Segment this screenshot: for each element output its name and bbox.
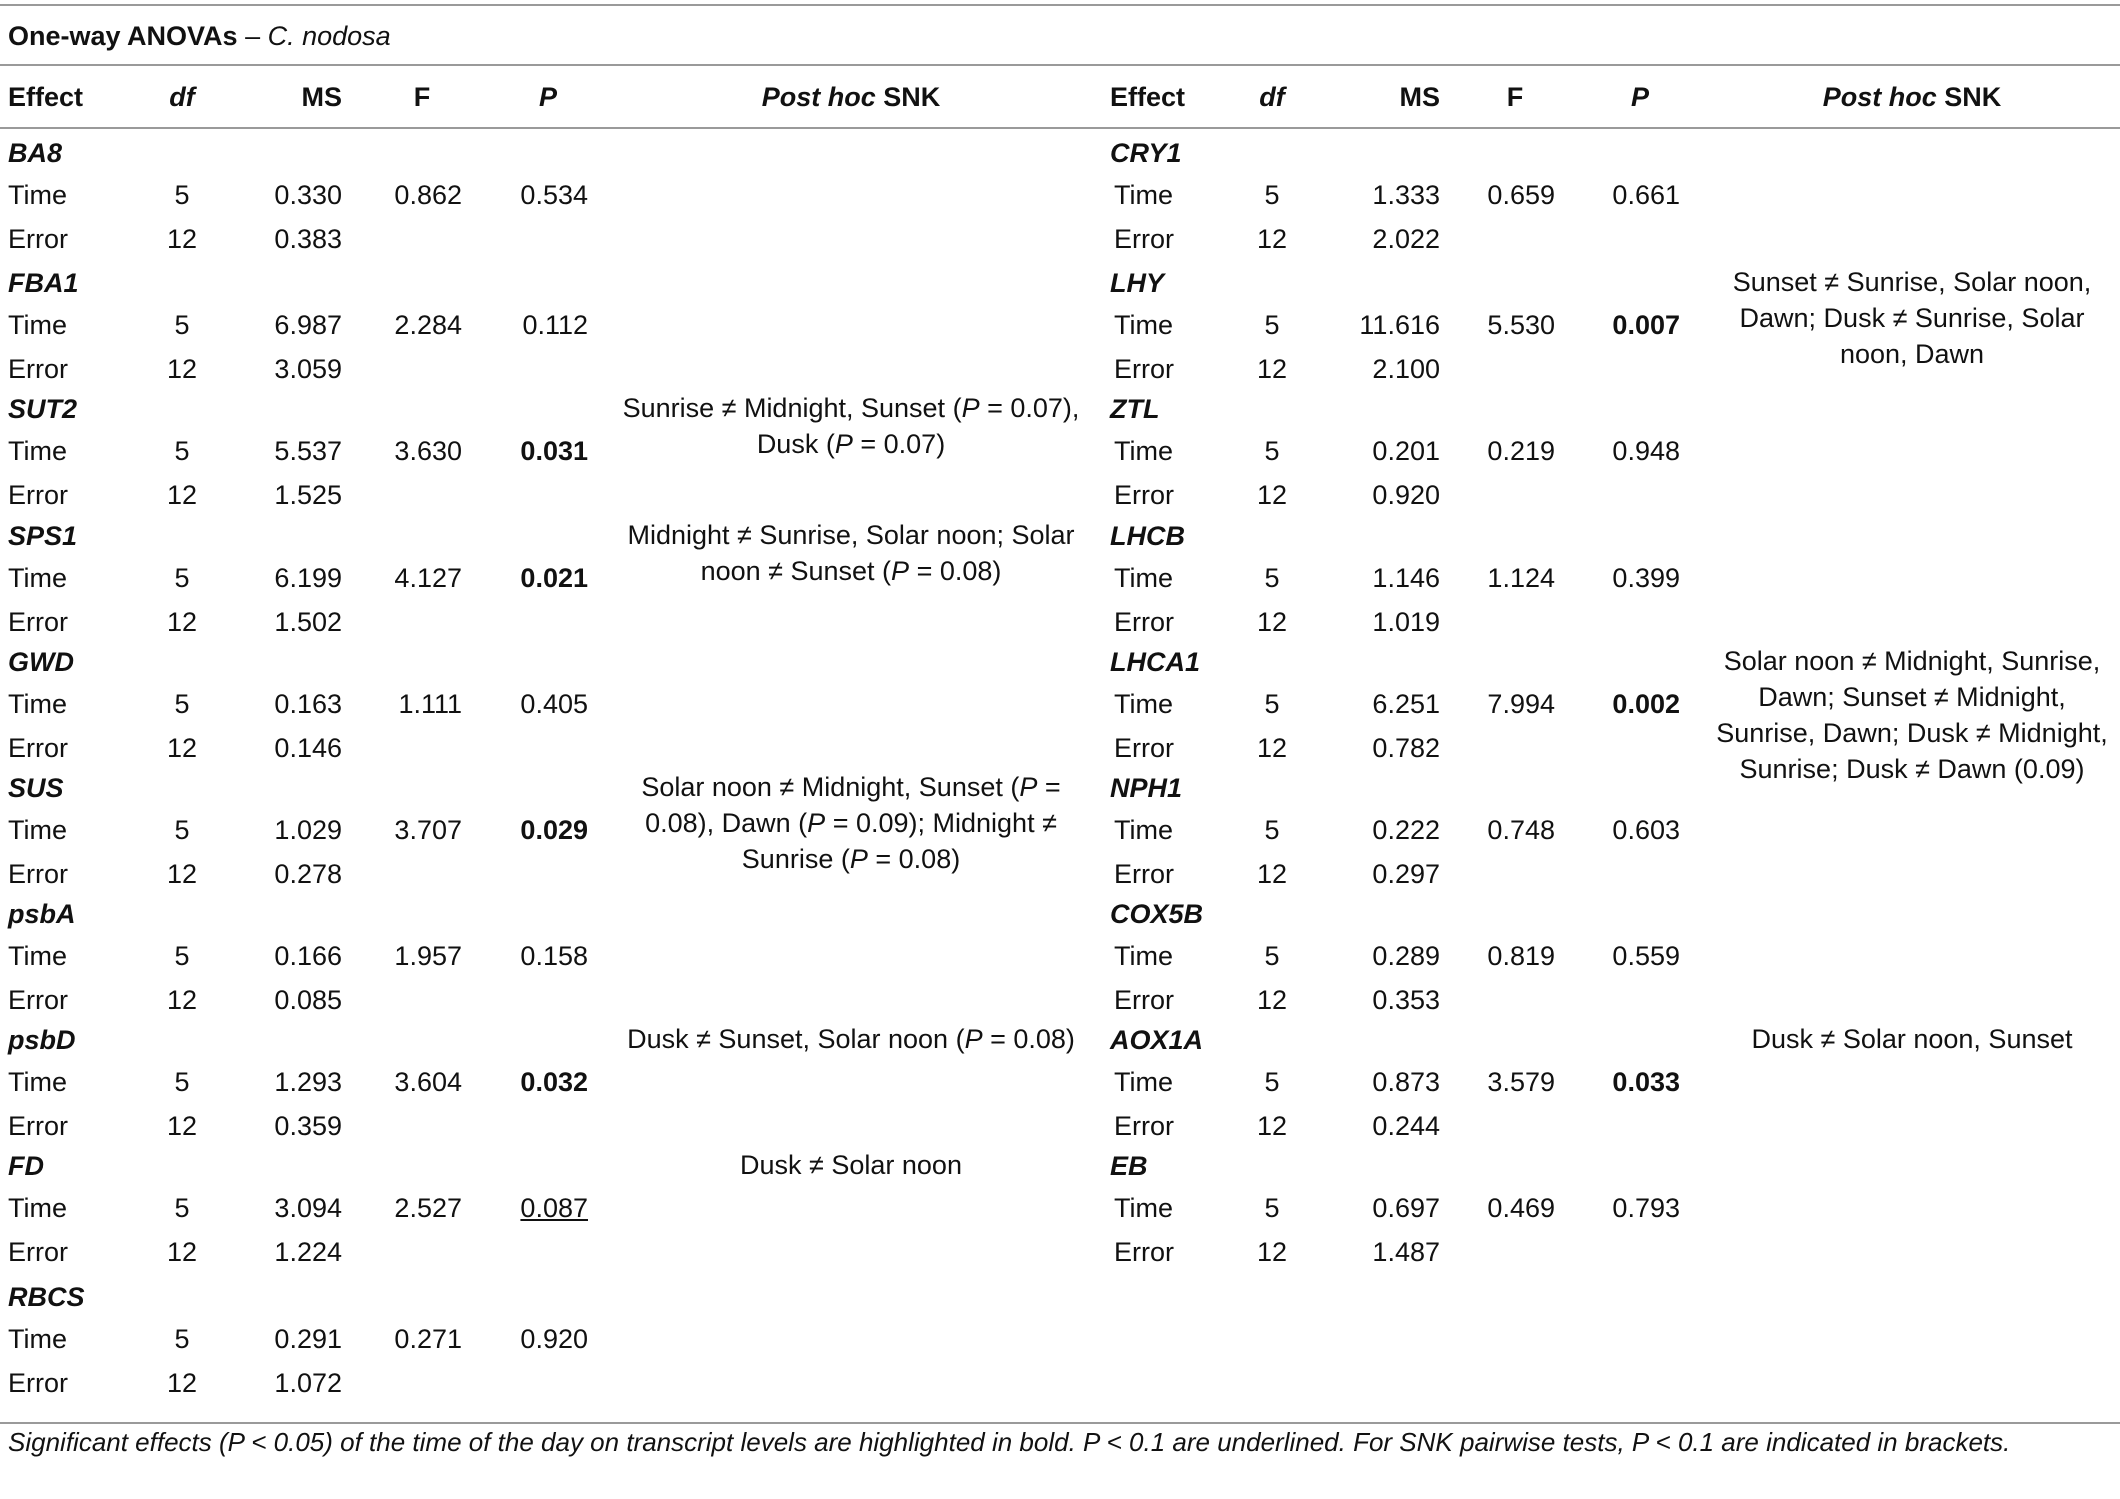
effect-error-label: Error	[8, 607, 68, 637]
post-hoc-snk-result: Solar noon ≠ Midnight, Sunset (P = 0.08), Dawn (P = 0.09); Midnight ≠ Sunrise (P = 0.08)	[641, 772, 1061, 874]
gene-name: LHCB	[1110, 521, 1185, 551]
time-f: 3.707	[394, 815, 462, 845]
time-p-value: 0.032	[520, 1067, 588, 1097]
error-ms: 0.085	[274, 985, 342, 1015]
time-f: 0.862	[394, 180, 462, 210]
post-hoc-snk-result: Dusk ≠ Sunset, Solar noon (P = 0.08)	[627, 1024, 1075, 1054]
time-f: 0.659	[1487, 180, 1555, 210]
header-df: df	[1259, 82, 1285, 112]
time-ms: 0.697	[1372, 1193, 1440, 1223]
effect-time-label: Time	[1114, 180, 1173, 210]
effect-time-label: Time	[1114, 1067, 1173, 1097]
time-f: 7.994	[1487, 689, 1555, 719]
error-df: 12	[166, 985, 198, 1015]
time-ms: 1.146	[1372, 563, 1440, 593]
time-f: 0.219	[1487, 436, 1555, 466]
gene-name: CRY1	[1110, 138, 1182, 168]
error-df: 12	[166, 480, 198, 510]
time-p-value: 0.559	[1612, 941, 1680, 971]
gene-name: FD	[8, 1151, 44, 1181]
time-df: 5	[1264, 180, 1280, 210]
effect-time-label: Time	[8, 563, 67, 593]
effect-error-label: Error	[8, 354, 68, 384]
time-f: 3.604	[394, 1067, 462, 1097]
time-df: 5	[1264, 689, 1280, 719]
header-p: P	[538, 82, 557, 112]
error-ms: 0.920	[1372, 480, 1440, 510]
time-p-value: 0.007	[1612, 310, 1680, 340]
gene-name: SPS1	[8, 521, 78, 551]
time-df: 5	[1264, 310, 1280, 340]
gene-name: LHCA1	[1110, 647, 1201, 677]
header-effect: Effect	[8, 82, 84, 112]
effect-time-label: Time	[8, 689, 67, 719]
effect-time-label: Time	[1114, 563, 1173, 593]
gene-name: EB	[1110, 1151, 1148, 1181]
time-df: 5	[1264, 563, 1280, 593]
error-df: 12	[1256, 733, 1288, 763]
effect-error-label: Error	[8, 1111, 68, 1141]
time-ms: 0.163	[274, 689, 342, 719]
time-ms: 0.289	[1372, 941, 1440, 971]
effect-time-label: Time	[1114, 815, 1173, 845]
time-p-value: 0.534	[520, 180, 588, 210]
time-ms: 0.291	[274, 1324, 342, 1354]
effect-error-label: Error	[1114, 733, 1174, 763]
error-df: 12	[166, 224, 198, 254]
header-ms: MS	[301, 82, 342, 112]
effect-time-label: Time	[8, 941, 67, 971]
time-f: 3.579	[1487, 1067, 1555, 1097]
gene-name: SUT2	[8, 394, 78, 424]
time-df: 5	[1264, 436, 1280, 466]
gene-name: BA8	[8, 138, 63, 168]
time-f: 0.819	[1487, 941, 1555, 971]
time-p-value: 0.793	[1612, 1193, 1680, 1223]
effect-time-label: Time	[1114, 689, 1173, 719]
time-p-value: 0.405	[520, 689, 588, 719]
error-ms: 0.244	[1372, 1111, 1440, 1141]
error-df: 12	[1256, 985, 1288, 1015]
header-post-hoc-snk	[616, 80, 1086, 114]
error-ms: 0.782	[1372, 733, 1440, 763]
time-ms: 0.330	[274, 180, 342, 210]
time-ms: 6.199	[274, 563, 342, 593]
time-ms: 3.094	[274, 1193, 342, 1223]
time-df: 5	[174, 1067, 190, 1097]
time-df: 5	[174, 689, 190, 719]
error-ms: 2.100	[1372, 354, 1440, 384]
time-p-value: 0.033	[1612, 1067, 1680, 1097]
gene-name: ZTL	[1110, 394, 1160, 424]
header-snk-label: SNK	[1936, 82, 2002, 112]
time-p-value: 0.031	[520, 436, 588, 466]
effect-error-label: Error	[8, 1237, 68, 1267]
error-df: 12	[166, 1368, 198, 1398]
header-post-hoc-snk	[1706, 80, 2118, 114]
time-df: 5	[1264, 1193, 1280, 1223]
effect-error-label: Error	[1114, 1237, 1174, 1267]
time-ms: 0.222	[1372, 815, 1440, 845]
time-df: 5	[174, 1324, 190, 1354]
effect-error-label: Error	[8, 480, 68, 510]
error-df: 12	[1256, 859, 1288, 889]
error-ms: 1.019	[1372, 607, 1440, 637]
gene-name: RBCS	[8, 1282, 85, 1312]
effect-error-label: Error	[8, 985, 68, 1015]
error-df: 12	[1256, 1237, 1288, 1267]
error-ms: 2.022	[1372, 224, 1440, 254]
time-f: 3.630	[394, 436, 462, 466]
time-ms: 6.251	[1372, 689, 1440, 719]
error-df: 12	[1256, 224, 1288, 254]
effect-error-label: Error	[1114, 985, 1174, 1015]
effect-time-label: Time	[1114, 310, 1173, 340]
gene-name: psbD	[8, 1025, 76, 1055]
gene-name: FBA1	[8, 268, 79, 298]
time-df: 5	[174, 815, 190, 845]
time-df: 5	[174, 941, 190, 971]
time-df: 5	[1264, 815, 1280, 845]
effect-time-label: Time	[8, 1067, 67, 1097]
time-f: 5.530	[1487, 310, 1555, 340]
time-p-value: 0.603	[1612, 815, 1680, 845]
error-ms: 1.502	[274, 607, 342, 637]
effect-time-label: Time	[1114, 1193, 1173, 1223]
gene-name: LHY	[1110, 268, 1164, 298]
effect-error-label: Error	[8, 224, 68, 254]
gene-name: COX5B	[1110, 899, 1204, 929]
header-effect: Effect	[1110, 82, 1186, 112]
gene-name: psbA	[8, 899, 76, 929]
time-df: 5	[174, 1193, 190, 1223]
time-df: 5	[1264, 1067, 1280, 1097]
time-ms: 11.616	[1359, 310, 1440, 340]
header-f: F	[1506, 82, 1524, 112]
error-ms: 3.059	[274, 354, 342, 384]
time-p-value: 0.087	[520, 1193, 588, 1223]
time-p-value: 0.002	[1612, 689, 1680, 719]
error-ms: 1.072	[274, 1368, 342, 1398]
time-ms: 0.873	[1372, 1067, 1440, 1097]
error-df: 12	[166, 1237, 198, 1267]
time-p-value: 0.158	[520, 941, 588, 971]
time-ms: 1.029	[274, 815, 342, 845]
effect-error-label: Error	[1114, 480, 1174, 510]
gene-name: NPH1	[1110, 773, 1183, 803]
time-f: 0.271	[394, 1324, 462, 1354]
error-ms: 0.383	[274, 224, 342, 254]
time-ms: 1.333	[1372, 180, 1440, 210]
error-df: 12	[166, 607, 198, 637]
time-ms: 5.537	[274, 436, 342, 466]
time-df: 5	[1264, 941, 1280, 971]
title-rule	[0, 64, 2120, 66]
error-ms: 0.353	[1372, 985, 1440, 1015]
time-ms: 0.166	[274, 941, 342, 971]
gene-name: SUS	[8, 773, 64, 803]
effect-time-label: Time	[8, 1324, 67, 1354]
effect-time-label: Time	[8, 815, 67, 845]
error-ms: 0.297	[1372, 859, 1440, 889]
effect-error-label: Error	[1114, 354, 1174, 384]
effect-error-label: Error	[1114, 1111, 1174, 1141]
time-f: 4.127	[394, 563, 462, 593]
time-f: 1.124	[1487, 563, 1555, 593]
time-p-value: 0.920	[520, 1324, 588, 1354]
error-ms: 1.224	[274, 1237, 342, 1267]
effect-error-label: Error	[1114, 224, 1174, 254]
error-df: 12	[1256, 607, 1288, 637]
table-top-rule	[0, 4, 2120, 6]
table-footnote: Significant effects (P < 0.05) of the time of the day on transcript levels are highlighted in bold. P < 0.1 are underlined. For SNK pairwise tests, P < 0.1 are indicated in brackets.	[8, 1427, 2011, 1457]
post-hoc-snk-result: Dusk ≠ Solar noon	[740, 1150, 962, 1180]
time-p-value: 0.948	[1612, 436, 1680, 466]
time-f: 2.527	[394, 1193, 462, 1223]
error-ms: 1.487	[1372, 1237, 1440, 1267]
effect-time-label: Time	[8, 1193, 67, 1223]
error-ms: 0.359	[274, 1111, 342, 1141]
time-p-value: 0.021	[520, 563, 588, 593]
time-df: 5	[174, 563, 190, 593]
time-df: 5	[174, 436, 190, 466]
time-p-value: 0.399	[1612, 563, 1680, 593]
post-hoc-snk-result: Sunset ≠ Sunrise, Solar noon, Dawn; Dusk ≠ Sunrise, Solar noon, Dawn	[1732, 267, 2092, 369]
header-rule	[0, 127, 2120, 129]
time-ms: 0.201	[1372, 436, 1440, 466]
error-ms: 1.525	[274, 480, 342, 510]
header-f: F	[413, 82, 431, 112]
effect-error-label: Error	[1114, 607, 1174, 637]
effect-error-label: Error	[8, 1368, 68, 1398]
error-df: 12	[1256, 354, 1288, 384]
post-hoc-snk-result: Sunrise ≠ Midnight, Sunset (P = 0.07), Dusk (P = 0.07)	[622, 393, 1080, 459]
time-df: 5	[174, 180, 190, 210]
header-snk-label: SNK	[875, 82, 941, 112]
effect-time-label: Time	[8, 310, 67, 340]
time-f: 2.284	[394, 310, 462, 340]
effect-time-label: Time	[1114, 941, 1173, 971]
gene-name: GWD	[8, 647, 74, 677]
post-hoc-snk-result: Dusk ≠ Solar noon, Sunset	[1751, 1024, 2073, 1054]
effect-time-label: Time	[8, 180, 67, 210]
error-df: 12	[166, 1111, 198, 1141]
table-title: One-way ANOVAs – C. nodosa	[8, 21, 391, 51]
post-hoc-snk-result: Solar noon ≠ Midnight, Sunrise, Dawn; Sunset ≠ Midnight, Sunrise, Dawn; Dusk ≠ Midnight, Sunrise; Dusk ≠ Dawn (0.09)	[1716, 646, 2108, 784]
time-df: 5	[174, 310, 190, 340]
header-post-hoc-label: Post hoc	[1822, 82, 1937, 112]
post-hoc-snk-result: Midnight ≠ Sunrise, Solar noon; Solar noon ≠ Sunset (P = 0.08)	[627, 520, 1075, 586]
header-df: df	[169, 82, 195, 112]
time-f: 0.748	[1487, 815, 1555, 845]
time-ms: 1.293	[274, 1067, 342, 1097]
error-df: 12	[166, 859, 198, 889]
error-df: 12	[166, 354, 198, 384]
time-f: 1.957	[394, 941, 462, 971]
header-ms: MS	[1399, 82, 1440, 112]
time-f: 0.469	[1487, 1193, 1555, 1223]
effect-error-label: Error	[8, 733, 68, 763]
time-f: 1.111	[398, 689, 462, 719]
effect-time-label: Time	[1114, 436, 1173, 466]
header-post-hoc-label: Post hoc	[761, 82, 876, 112]
error-df: 12	[166, 733, 198, 763]
error-ms: 0.278	[274, 859, 342, 889]
time-ms: 6.987	[274, 310, 342, 340]
error-df: 12	[1256, 480, 1288, 510]
effect-error-label: Error	[1114, 859, 1174, 889]
time-p-value: 0.029	[520, 815, 588, 845]
gene-name: AOX1A	[1110, 1025, 1204, 1055]
header-p: P	[1630, 82, 1649, 112]
effect-error-label: Error	[8, 859, 68, 889]
effect-time-label: Time	[8, 436, 67, 466]
error-df: 12	[1256, 1111, 1288, 1141]
time-p-value: 0.112	[522, 310, 588, 340]
time-p-value: 0.661	[1612, 180, 1680, 210]
error-ms: 0.146	[274, 733, 342, 763]
